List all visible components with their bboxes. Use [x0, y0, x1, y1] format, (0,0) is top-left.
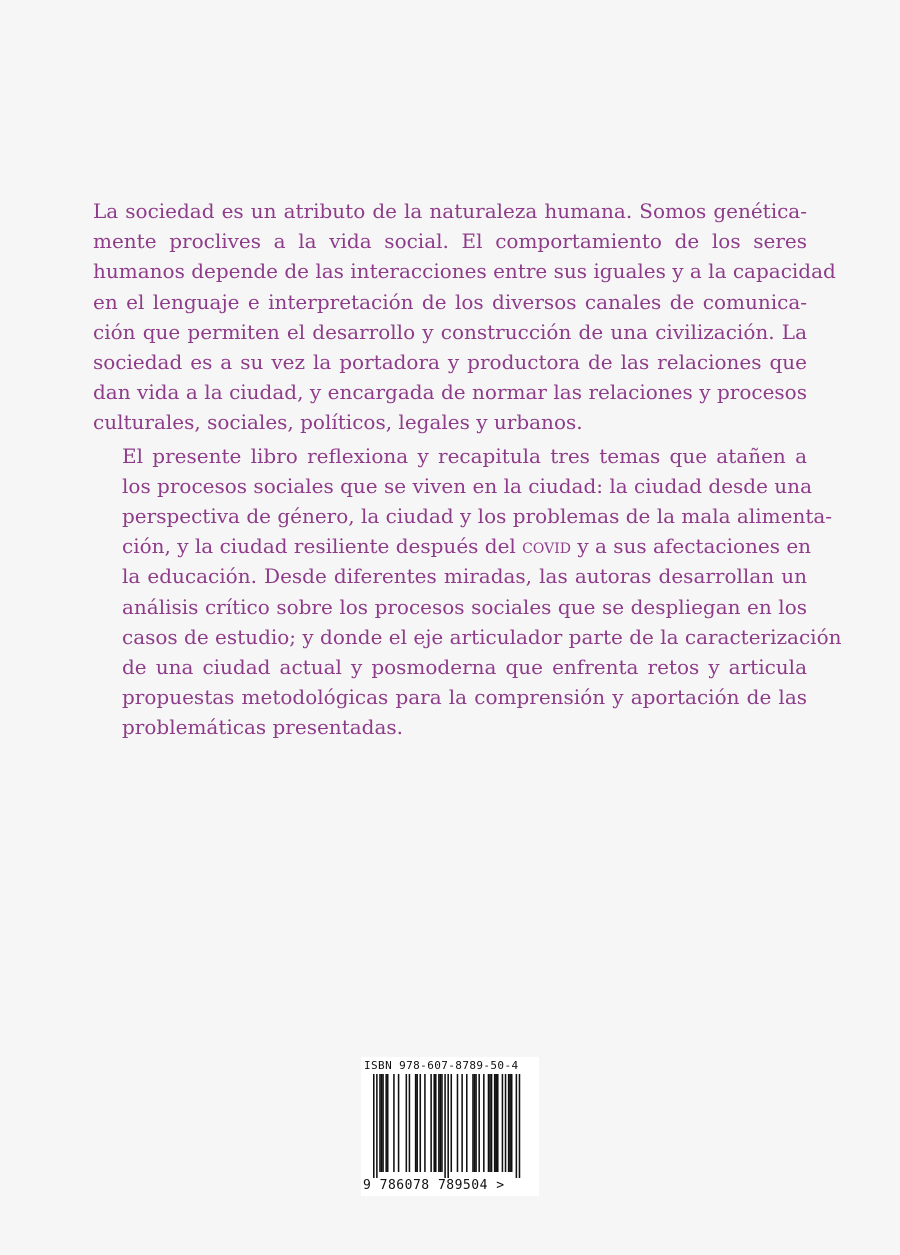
barcode-bar: [398, 1074, 400, 1172]
synopsis-paragraph-1: [93, 196, 836, 438]
barcode-bar: [516, 1074, 518, 1178]
barcode-bar: [474, 1074, 476, 1172]
text-line: propuestas metodológicas para la comprensión y aportación de las: [122, 685, 807, 710]
barcode-bar: [382, 1074, 384, 1172]
barcode-bar: [440, 1074, 442, 1172]
barcode-bar: [420, 1074, 422, 1172]
barcode-bar: [488, 1074, 490, 1172]
synopsis-paragraph-2: [93, 441, 842, 743]
barcode-bar: [409, 1074, 411, 1172]
barcode-bar: [447, 1074, 449, 1178]
barcode-bar: [457, 1074, 459, 1172]
text-line: problemáticas presentadas.: [122, 715, 403, 740]
text-line: los procesos sociales que se viven en la ciudad: la ciudad desde una: [122, 473, 812, 498]
barcode-bar: [416, 1074, 418, 1172]
barcode-bar: [461, 1074, 463, 1172]
barcode-bar: [373, 1074, 375, 1178]
barcode-bar: [489, 1074, 491, 1172]
barcode-bar: [478, 1074, 480, 1172]
text-line: de una ciudad actual y posmoderna que enfrenta retos y articula: [122, 655, 807, 680]
barcode-bar: [430, 1074, 432, 1172]
text-line: la educación. Desde diferentes miradas, las autoras desarrollan un: [122, 564, 807, 589]
text-segment: ción, y la ciudad resiliente después del: [122, 534, 523, 559]
barcode-bar: [472, 1074, 474, 1172]
text-line: ción que permiten el desarrollo y construcción de una civilización. La: [93, 319, 807, 344]
barcode-bar: [491, 1074, 493, 1172]
ean-digits: 9 786078 789504 >: [363, 1178, 505, 1193]
text-line: perspectiva de género, la ciudad y los problemas de la mala alimenta-: [122, 504, 833, 529]
text-line: casos de estudio; y donde el eje articulador parte de la caracterización: [122, 624, 842, 649]
barcode-bar: [379, 1074, 381, 1172]
barcode-bar: [435, 1074, 437, 1172]
barcode-bar: [508, 1074, 510, 1172]
text-line: dan vida a la ciudad, y encargada de normar las relaciones y procesos: [93, 380, 807, 405]
barcode-bar: [502, 1074, 504, 1172]
text-line: culturales, sociales, políticos, legales y urbanos.: [93, 410, 583, 435]
text-line: El presente libro reflexiona y recapitula tres temas que atañen a: [122, 443, 807, 468]
barcode-bar: [424, 1074, 426, 1172]
barcode-bar: [381, 1074, 383, 1172]
barcode-bar: [475, 1074, 477, 1172]
barcode-bar: [441, 1074, 443, 1172]
text-line: análisis crítico sobre los procesos sociales que se despliegan en los: [122, 594, 807, 619]
barcode-bar: [415, 1074, 417, 1172]
text-line: [93, 531, 812, 561]
barcode-bar: [406, 1074, 408, 1172]
barcode-bar: [387, 1074, 389, 1172]
text-line: humanos depende de las interacciones entre sus iguales y a la capacidad: [93, 259, 836, 284]
barcode-bar: [511, 1074, 513, 1172]
isbn-barcode: [361, 1057, 539, 1196]
barcode-bar: [497, 1074, 499, 1172]
barcode-bar: [509, 1074, 511, 1172]
isbn-label: ISBN 978-607-8789-50-4: [364, 1059, 519, 1072]
barcode-bar: [505, 1074, 507, 1172]
barcode-bar: [393, 1074, 395, 1172]
synopsis-text: [93, 196, 842, 743]
barcode-bar: [466, 1074, 468, 1172]
barcode-bar: [444, 1074, 446, 1178]
text-line: La sociedad es un atributo de la naturaleza humana. Somos genética-: [93, 199, 807, 223]
barcode-bar: [438, 1074, 440, 1172]
barcode-bar: [495, 1074, 497, 1172]
barcode-bar: [385, 1074, 387, 1172]
barcode-bars: [363, 1074, 537, 1178]
barcode-bar: [376, 1074, 378, 1178]
text-line: mente proclives a la vida social. El comportamiento de los seres: [93, 229, 807, 254]
text-line: sociedad es a su vez la portadora y productora de las relaciones que: [93, 350, 807, 375]
barcode-bar: [494, 1074, 496, 1172]
covid-smallcaps: covid: [522, 534, 571, 559]
barcode-bar: [519, 1074, 521, 1178]
barcode-bar: [483, 1074, 485, 1172]
text-line: en el lenguaje e interpretación de los diversos canales de comunica-: [93, 289, 807, 314]
barcode-bar: [433, 1074, 435, 1172]
barcode-bar: [451, 1074, 453, 1172]
text-segment: y a sus afectaciones en: [570, 534, 812, 559]
